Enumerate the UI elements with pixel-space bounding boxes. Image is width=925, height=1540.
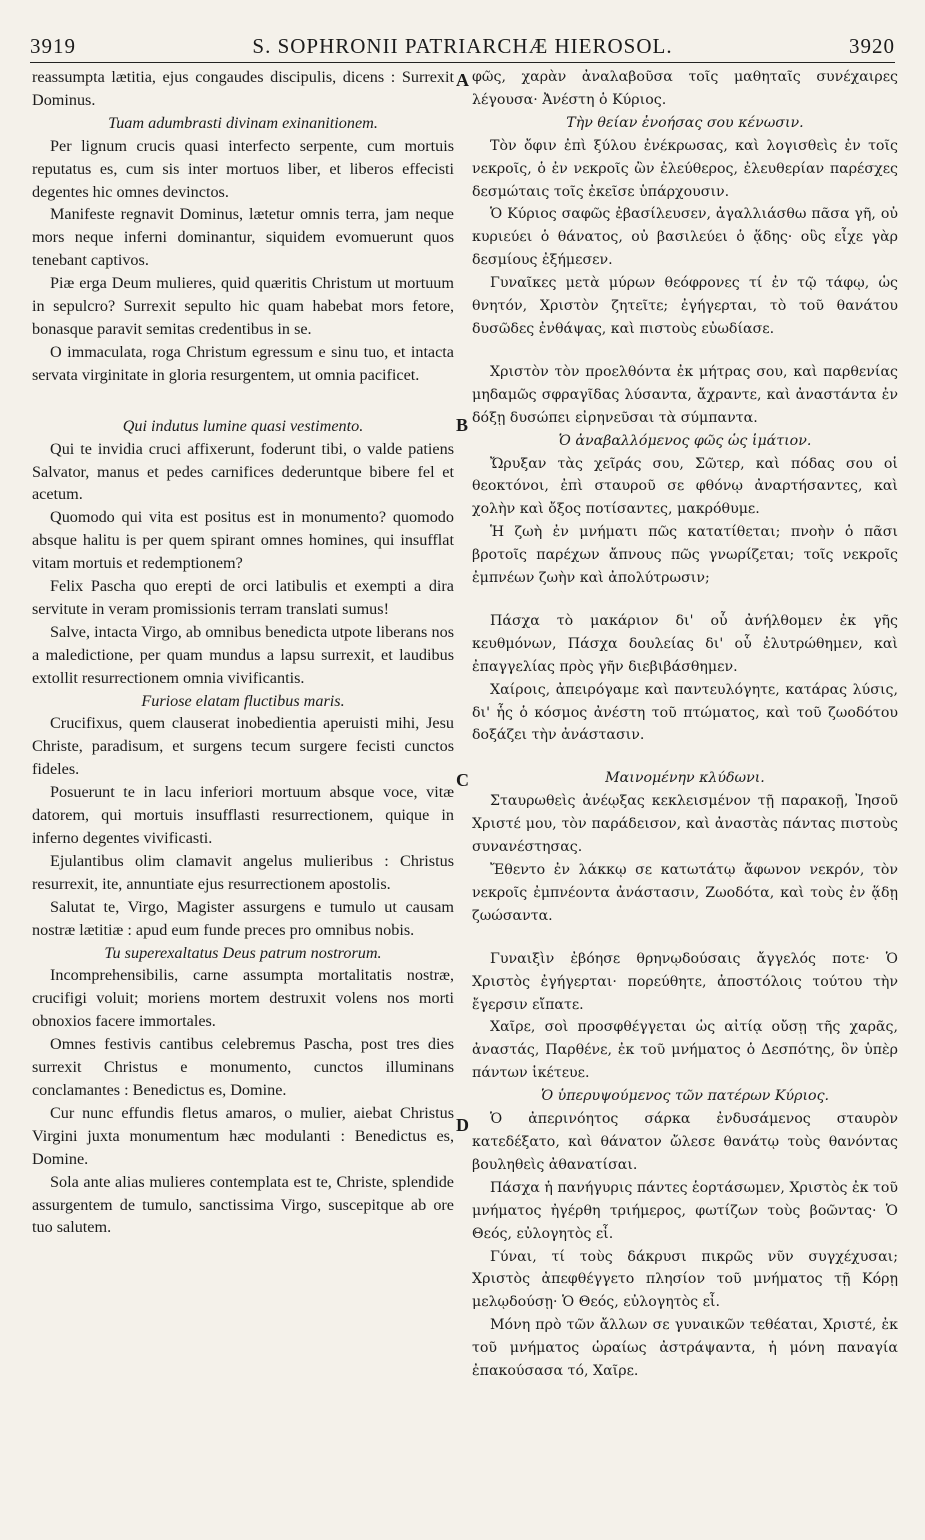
greek-paragraph: Χαῖρε, σοὶ προσφθέγγεται ὡς αἰτίᾳ οὔσῃ τῆς χαρᾶς, ἀναστάς, Παρθένε, ἐκ τοῦ μνήματος ὁ Δεσπότης, ὃν ὑπὲρ πάντων ἱκέτευε. — [472, 1019, 898, 1082]
margin-marker-c: C — [456, 770, 469, 790]
greek-paragraph: Ἔθεντο ἐν λάκκῳ σε κατωτάτῳ ἄφωνον νεκρόν, τὸν νεκροῖς ἐμπνέοντα ἀνάστασιν, Ζωοδότα, καὶ τοὺς ἐν ᾅδῃ ζωώσαντα. — [472, 862, 898, 924]
right-page-number: 3920 — [849, 33, 895, 58]
running-title: S. SOPHRONII PATRIARCHÆ HIEROSOL. — [252, 33, 673, 58]
greek-paragraph: Χριστὸν τὸν προελθόντα ἐκ μήτρας σου, καὶ παρθενίας μηδαμῶς σφραγῖδας λύσαντα, ἄχραντε, καὶ ἀναστάντα ἐν δόξῃ δυσώπει εἰρηνεῦσαι τὰ σύμπαντα. — [472, 363, 898, 426]
latin-paragraph: Quomodo qui vita est positus est in monumento? quomodo absque halitu is per quem spirant omnes homines, qui insufflat vitam mortuis et redemptionem? — [32, 508, 454, 573]
greek-paragraph: Γυναῖκες μετὰ μύρων θεόφρονες τί ἐν τῷ τάφῳ, ὡς θνητόν, Χριστὸν ζητεῖτε; ἐγήγερται, τὸ τοῦ θανάτου δυσῶδες ἐνθάψας, καὶ πιστοὺς εὐωδίασε. — [472, 275, 898, 337]
page-header — [30, 30, 895, 62]
greek-paragraph: Μόνη πρὸ τῶν ἄλλων σε γυναικῶν τεθέαται, Χριστέ, ἐκ τοῦ μνήματος ὡραίως ἀστράψαντα, ἡ μόνη παναγία ἐπακούσασα τό, Χαῖρε. — [472, 1317, 898, 1380]
latin-heading: Tuam adumbrasti divinam exinanitionem. — [108, 113, 378, 132]
greek-heading: Μαινομένην κλύδωνι. — [605, 770, 765, 787]
greek-paragraph: Πάσχα ἡ πανήγυρις πάντες ἑορτάσωμεν, Χριστὸς ἐκ τοῦ μνήματος ἠγέρθη τριήμερος, φωτίζων τοὺς βοῶντας· Ὁ Θεός, εὐλογητὸς εἶ. — [472, 1179, 898, 1242]
header-rule — [30, 62, 895, 63]
latin-paragraph: Salve, intacta Virgo, ab omnibus benedicta utpote liberans nos a maledictione, per quam mundus a lapsu surrexit, et laudibus extollit resurrectionem omnia vivificantis. — [32, 622, 454, 687]
greek-paragraph: Γύναι, τί τοὺς δάκρυσι πικρῶς νῦν συγχέχυσαι; Χριστὸς ἀπεφθέγγετο πλησίον τοῦ μνήματος τῇ Κόρῃ μελῳδούσῃ· Ὁ Θεός, εὐλογητὸς εἶ. — [472, 1248, 898, 1311]
latin-heading: Qui indutus lumine quasi vestimento. — [122, 416, 364, 435]
margin-marker-b: B — [456, 415, 469, 435]
margin-marker-a: A — [456, 70, 469, 90]
greek-paragraph: Ὁ Κύριος σαφῶς ἐβασίλευσεν, ἀγαλλιάσθω πᾶσα γῆ, οὐ κυριεύει ὁ θάνατος, οὐ βασιλεύει ὁ ᾅδης· οὓς εἶχε γὰρ δεσμίους ἐξήμεσεν. — [472, 206, 898, 269]
greek-paragraph: Πάσχα τὸ μακάριον δι' οὗ ἀνήλθομεν ἐκ γῆς κευθμόνων, Πάσχα δουλείας δι' οὗ ἐλυτρώθημεν, καὶ ἐπαγγελίας πρὸς γῆν διεβιβάσθημεν. — [472, 612, 898, 675]
latin-paragraph: Incomprehensibilis, carne assumpta mortalitatis nostræ, crucifigi voluit; moriens mortem destruxit volens nos morti obnoxios facere immortales. — [32, 966, 454, 1031]
latin-paragraph: reassumpta lætitia, ejus congaudes discipulis, dicens : Surrexit Dominus. — [32, 68, 454, 109]
latin-paragraph: Crucifixus, quem clauserat inobedientia aperuisti mihi, Jesu Christe, paradisum, et surgens tecum surgere fecisti cunctos fideles. — [32, 714, 454, 779]
latin-paragraph: Posuerunt te in lacu inferiori mortuum absque voce, vitæ datorem, qui mortuis insufflasti resurrectionem, quique in inferno degentes vivificasti. — [32, 783, 454, 847]
latin-paragraph: Manifeste regnavit Dominus, lætetur omnis terra, jam neque mors neque inferni dominantur, siquidem evomuerunt quos tenebant captivos. — [32, 205, 454, 270]
latin-paragraph: Qui te invidia cruci affixerunt, foderunt tibi, o valde patiens Salvator, manus et pedes carnifices dederuntque bibere fel et acetum. — [32, 439, 454, 504]
latin-heading: Furiose elatam fluctibus maris. — [141, 691, 345, 710]
greek-column — [472, 66, 898, 1383]
greek-paragraph: Τὸν ὄφιν ἐπὶ ξύλου ἐνέκρωσας, καὶ λογισθεὶς ἐν τοῖς νεκροῖς, ὁ ἐν νεκροῖς ὢν ἐλεύθερος, ἐλευθερίαν παρέσχες δεσμώταις τοῖς ἐκεῖσε ὑπάρχουσιν. — [472, 137, 898, 200]
greek-paragraph: φῶς, χαρὰν ἀναλαβοῦσα τοῖς μαθηταῖς συνέχαιρες λέγουσα· Ἀνέστη ὁ Κύριος. — [472, 69, 898, 108]
greek-paragraph: Σταυρωθεὶς ἀνέῳξας κεκλεισμένον τῇ παρακοῇ, Ἰησοῦ Χριστέ μου, τὸν παράδεισον, καὶ ἀναστὰς πάντας πιστοὺς συνανέστησας. — [472, 793, 898, 856]
latin-column — [32, 66, 454, 1239]
latin-paragraph: Piæ erga Deum mulieres, quid quæritis Christum ut mortuum in sepulcro? Surrexit sepulto hic quam habebat mors fetore, bonasque paravit semitas credentibus in se. — [32, 274, 454, 338]
latin-paragraph: Sola ante alias mulieres contemplata est te, Christe, splendide assurgentem de tumulo, sanctissima Virgo, suscepitque ab ore tuo salutem. — [32, 1172, 454, 1237]
latin-paragraph: Cur nunc effundis fletus amaros, o mulier, aiebat Christus Virgini juxta monumentum hæc modulanti : Benedictus es, Domine. — [32, 1103, 454, 1168]
greek-paragraph: Ὁ ἀπερινόητος σάρκα ἐνδυσάμενος σταυρὸν κατεδέξατο, καὶ θάνατον ὤλεσε θανάτῳ τοὺς θανόντας βουληθεὶς ἀθανατίσαι. — [472, 1111, 898, 1173]
greek-paragraph: Ἡ ζωὴ ἐν μνήματι πῶς κατατίθεται; πνοὴν ὁ πᾶσι βροτοῖς παρέχων ἄπνους πῶς γνωρίζεται; τοῖς νεκροῖς ἐμπνέων ζωὴν καὶ ἀπολύτρωσιν; — [472, 524, 898, 587]
margin-marker-d: D — [456, 1115, 469, 1135]
greek-paragraph: Χαίροις, ἀπειρόγαμε καὶ παντευλόγητε, κατάρας λύσις, δι' ἧς ὁ κόσμος ἀνέστη τοῦ πτώματος, καὶ τοῦ ζωοδότου δοξάζει τὴν ἀνάστασιν. — [472, 681, 898, 744]
greek-heading: Ὁ ὑπερυψούμενος τῶν πατέρων Κύριος. — [540, 1088, 830, 1105]
greek-paragraph: Γυναιξὶν ἐβόησε θρηνῳδούσαις ἄγγελός ποτε· Ὁ Χριστὸς ἐγήγερται· πορεύθητε, ἀποστόλοις τούτου τὴν ἔγερσιν εἴπατε. — [472, 950, 898, 1013]
latin-paragraph: Per lignum crucis quasi interfecto serpente, cum mortuis reputatus es, cum sis inter mortuos liber, et liberos effecisti degentes hic omnes devinctos. — [32, 136, 454, 201]
latin-paragraph: Omnes festivis cantibus celebremus Pascha, post tres dies surrexit Christus e monumento, cunctos illuminans conclamantes : Benedictus es, Domine. — [32, 1035, 454, 1099]
greek-heading: Ὁ ἀναβαλλόμενος φῶς ὡς ἱμάτιον. — [558, 432, 812, 449]
greek-paragraph: Ὤρυξαν τὰς χεῖράς σου, Σῶτερ, καὶ πόδας σου οἱ θεοκτόνοι, ἐπὶ σταυροῦ σε φθόνῳ ἀναρτήσαντες, καὶ χολὴν καὶ ὄξος ποτίσαντες, μακρόθυμε. — [472, 455, 898, 518]
left-page-number: 3919 — [30, 33, 76, 58]
latin-paragraph: Salutat te, Virgo, Magister assurgens e tumulo ut causam nostræ lætitiæ : apud eum funde preces pro omnibus nobis. — [32, 897, 454, 939]
latin-paragraph: Felix Pascha quo erepti de orci latibulis et exempti a dira servitute in veram promissionis terram translati sumus! — [32, 577, 454, 618]
latin-paragraph: Ejulantibus olim clamavit angelus mulieribus : Christus resurrexit, ite, annuntiate ejus resurrectionem apostolis. — [32, 851, 454, 893]
latin-heading: Tu superexaltatus Deus patrum nostrorum. — [104, 943, 382, 962]
latin-paragraph: O immaculata, roga Christum egressum e sinu tuo, et intacta servata virginitate in gloria resurgentem, ut omnia pacificet. — [32, 342, 454, 384]
greek-heading: Τὴν θείαν ἐνοήσας σου κένωσιν. — [566, 114, 804, 131]
